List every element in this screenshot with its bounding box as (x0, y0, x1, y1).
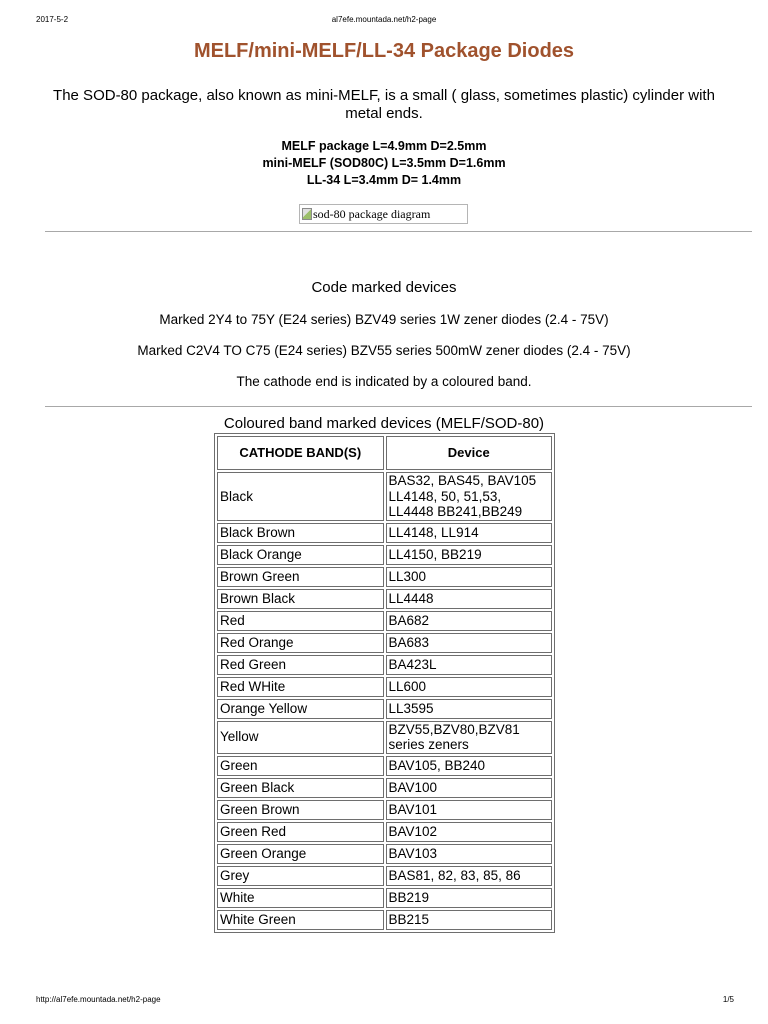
table-caption: Coloured band marked devices (MELF/SOD-80) (223, 415, 545, 432)
package-diagram-image (299, 204, 468, 224)
cathode-band-cell: Black Orange (217, 545, 384, 565)
cathode-band-cell: White (217, 888, 384, 908)
cathode-band-cell: Green (217, 756, 384, 776)
table-header-row (217, 436, 552, 470)
code-paragraph-bzv55: Marked C2V4 TO C75 (E24 series) BZV55 series 500mW zener diodes (2.4 - 75V) (137, 343, 631, 358)
device-cell: LL300 (386, 567, 553, 587)
table-row (217, 589, 552, 609)
device-cell: BZV55,BZV80,BZV81 series zeners (386, 721, 553, 754)
spec-melf: MELF package L=4.9mm D=2.5mm (281, 139, 487, 153)
device-cell: BAV102 (386, 822, 553, 842)
table-body (217, 472, 552, 930)
device-cell: LL3595 (386, 699, 553, 719)
device-cell: LL600 (386, 677, 553, 697)
table-row (217, 655, 552, 675)
table-row (217, 611, 552, 631)
cathode-band-cell: Grey (217, 866, 384, 886)
column-header-band: CATHODE BAND(S) (217, 436, 384, 470)
print-footer-url: http://al7efe.mountada.net/h2-page (36, 995, 161, 1004)
device-cell: BA683 (386, 633, 553, 653)
table-row (217, 545, 552, 565)
table-row (217, 888, 552, 908)
device-cell: BA423L (386, 655, 553, 675)
table-row (217, 866, 552, 886)
spec-mini-melf: mini-MELF (SOD80C) L=3.5mm D=1.6mm (262, 156, 506, 170)
device-cell: BAV105, BB240 (386, 756, 553, 776)
cathode-band-cell: Yellow (217, 721, 384, 754)
broken-image-icon (302, 208, 312, 220)
table-row (217, 699, 552, 719)
page-title: MELF/mini-MELF/LL-34 Package Diodes (193, 40, 575, 62)
table-row (217, 677, 552, 697)
device-cell: BAV100 (386, 778, 553, 798)
table-row (217, 822, 552, 842)
divider (45, 231, 752, 232)
table-row (217, 523, 552, 543)
device-cell: BB219 (386, 888, 553, 908)
code-paragraph-bzv49: Marked 2Y4 to 75Y (E24 series) BZV49 series 1W zener diodes (2.4 - 75V) (159, 312, 609, 327)
device-cell: LL4448 (386, 589, 553, 609)
diagram-alt-text: sod-80 package diagram (313, 207, 431, 221)
device-cell: BB215 (386, 910, 553, 930)
spec-ll34: LL-34 L=3.4mm D= 1.4mm (306, 173, 462, 187)
cathode-band-cell: Green Black (217, 778, 384, 798)
device-cell: LL4150, BB219 (386, 545, 553, 565)
intro-text: The SOD-80 package, also known as mini-MELF, is a small ( glass, sometimes plastic) cylinder with metal ends. (53, 87, 715, 122)
page-number: 1/5 (722, 995, 734, 1004)
device-cell: BAV101 (386, 800, 553, 820)
print-header-url: al7efe.mountada.net/h2-page (331, 15, 437, 24)
print-date: 2017-5-2 (36, 15, 69, 24)
cathode-band-cell: Black Brown (217, 523, 384, 543)
cathode-band-cell: Green Orange (217, 844, 384, 864)
table-row (217, 756, 552, 776)
cathode-note: The cathode end is indicated by a coloured band. (236, 374, 532, 389)
cathode-band-cell: Brown Green (217, 567, 384, 587)
code-section-heading: Code marked devices (311, 279, 457, 296)
band-table (214, 433, 555, 933)
cathode-band-cell: Green Red (217, 822, 384, 842)
cathode-band-cell: Red Orange (217, 633, 384, 653)
column-header-device: Device (386, 436, 553, 470)
cathode-band-cell: Green Brown (217, 800, 384, 820)
divider (45, 406, 752, 407)
table-row (217, 721, 552, 754)
device-cell: BA682 (386, 611, 553, 631)
cathode-band-cell: White Green (217, 910, 384, 930)
cathode-band-cell: Red WHite (217, 677, 384, 697)
table-row (217, 567, 552, 587)
table-row (217, 472, 552, 521)
table-row (217, 910, 552, 930)
table-row (217, 633, 552, 653)
device-cell: LL4148, LL914 (386, 523, 553, 543)
package-specs (0, 138, 768, 189)
device-cell: BAS81, 82, 83, 85, 86 (386, 866, 553, 886)
cathode-band-cell: Black (217, 472, 384, 521)
device-cell: BAS32, BAS45, BAV105 LL4148, 50, 51,53, LL4448 BB241,BB249 (386, 472, 553, 521)
table-row (217, 800, 552, 820)
table-row (217, 844, 552, 864)
cathode-band-cell: Orange Yellow (217, 699, 384, 719)
cathode-band-cell: Red Green (217, 655, 384, 675)
cathode-band-cell: Brown Black (217, 589, 384, 609)
device-cell: BAV103 (386, 844, 553, 864)
cathode-band-cell: Red (217, 611, 384, 631)
table-row (217, 778, 552, 798)
